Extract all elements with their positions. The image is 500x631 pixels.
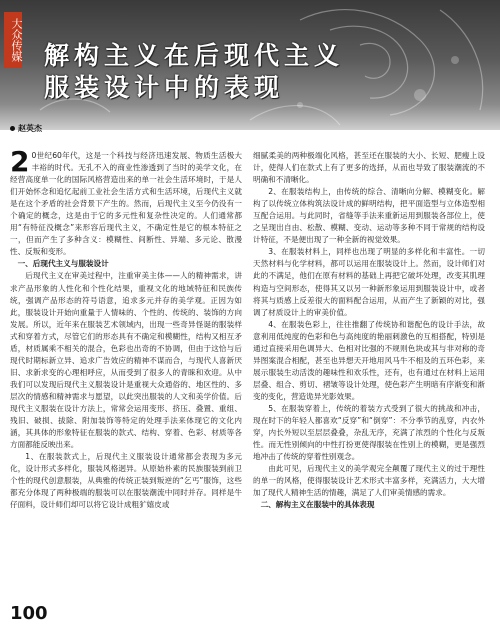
paragraph-text: 后现代主义在审美过程中，注重审美主体——人的精神需求，讲求产品形象的人性化和个性化结果，重视文化的地域特征和民族传统，强调产品形态的符号语意，追求多元并存的美学观。正因为如此，服装设计开始向重量于人情味的、个性的、传统的、装饰的方向发展。所以，近年来在服装艺术领域内，出现一些奇异怪诞的服装样式和穿着方式，尽管它们的形态具有不确定和模糊性，结构又相互矛盾，材质属乘不相关的混合，色彩也出奇的不协调，但由于这恰与后现代时期标新立异、追求广告效应的精神不谋而合，与现代人喜新厌旧、求新求变的心理相呼应，从而受到了很多人的青睐和欢迎。从中我们可以发现后现代主义服装设计是重视大众通俗的、地区性的、多层次的情感和精神需求与愿望，以此突出服装的人文和美学价值。后现代主义服装在设计方法上，常常会运用变形、挤压、叠置、重组、残旧、破损、拔除、附加装饰等特定的处理手法来体现它的文化内涵，其具体的形象特征在服装的款式、结构、穿着、色彩、材质等各方面都能反映出来。 (10, 271, 242, 450)
author-byline (10, 123, 42, 134)
article-title-line2: 服装设计中的表现 (44, 73, 285, 102)
paragraph-text: 4、在服装色彩上，往往推翻了传统协和谐配色的设计手法，故意利用低纯度的色彩和色与高纯度的艳丽刺激色的互相搭配，特别是通过直接采用色调异大、色相对比强的不规则色块或其与非对称的奇异图案混合相配，甚至也异想天开地用风马牛不相及的五环色彩，来展示服装生动活泼的趣味性和欢乐性，还有，也有通过在材料上运用层叠、组合、剪切、褶皱等设计处理，使色彩产生明暗有序渐变和渐变的变化，营造诡异光影效果。 (253, 319, 485, 401)
paragraph (253, 186, 485, 246)
paragraph-text: 细腻柔美的两种极端化风格，甚至还在服装的大小、长短、肥瘦上设计，使得人们在款式上有了更多的选择，从而也导致了服装潮流的不明确和不清晰化。 (253, 151, 485, 185)
paragraph-text: 一、后现代主义与服装设计 (17, 259, 109, 269)
left-column (10, 145, 242, 511)
right-column (253, 150, 485, 511)
paragraph-text: 3、在服装材料上，同样也出现了明显的多样化和丰富性。一切天然材料与化学材料，都可以运用在服装设计上。然而，设计师们对此的不满足，他们在原有材料的基础上再把它破坏处理，改变其肌理构造与空间形态，使得其又以另一种新形象运用到服装设计中，或者将其与质感上反差很大的面料配合运用，从而产生了新颖的对比，强调了材质设计上的审美价值。 (253, 247, 485, 317)
paragraph (253, 246, 485, 318)
paragraph (253, 319, 485, 403)
paragraph-text: 2、在服装结构上，由传统的综合、清晰向分解、模糊变化。解构了以传统立体构筑法设计成的鲜明结构，把平面造型与立体造型相互配合运用。与此同时，省缝等手法来重新运用到服装各部位上，使之呈现出自由、松散、模糊、变动、运动等多种不同于常规的结构设计特征，不是便出现了一种全新的视觉效果。 (253, 187, 485, 245)
paragraph-text: 0世纪60年代，这是一个科技与经济迅速发展、物质生活极大丰裕的时代。无孔不入的商业性渗透到了当时的美学文化，在经营高度单一化的国际风格营造出来的单一社会生活环境时，于是人们开始怀念和追忆起前工业社会生活方式和生活环境，后现代主义就是在这个矛盾的社会背景下产生的。然而，后现代主义至今仍没有一个确定的概念，这是由于它的多元性和复杂性决定的。人们通常都用“有特征没概念”来形容后现代主义，不确定性是它的根本特征之一，但而产生了多种含义：模糊性、间断性、异端、多元论、散漫性、反叛和变形。 (10, 151, 242, 257)
section-heading (10, 258, 242, 270)
paragraph-text: 由此可见，后现代主义的美学观完全颠覆了现代主义的过于理性的单一的风格，使得服装设计艺术形式丰富多样，充满活力，大大增加了现代人精神生活的情趣，满足了人们审美情感的需求。 (253, 464, 485, 498)
paragraph-text: 二、解构主义在服装中的具体表现 (260, 500, 375, 510)
bullet-icon (10, 126, 15, 131)
page-number: 100 (10, 603, 48, 624)
paragraph-text: 1、在服装款式上，后现代主义服装设计通常都会表现为多元化，设计形式多样化，服装风格迥异。从原始朴素的民族服装到前卫个性的现代创意服装，从典雅的传统正装到叛逆的“乞丐”服饰，这些都充分体现了两种极端的服装可以在服装潮流中同时并存。同样是牛仔面料，设计师们却可以将它设计成粗犷嬉皮或 (10, 452, 242, 510)
paragraph (253, 150, 485, 186)
dropcap: 2 (10, 145, 30, 178)
author-name: 赵英杰 (18, 124, 42, 133)
article-header (0, 0, 500, 130)
paragraph (10, 270, 242, 451)
paragraph (10, 145, 242, 258)
section-tab: 大众传媒 (4, 12, 22, 68)
paragraph (253, 463, 485, 499)
paragraph (253, 403, 485, 463)
section-heading (253, 499, 485, 511)
paragraph-text: 5、在服装穿着上，传统的着装方式受到了很大的挑战和冲击，现在时下的年轻人都喜欢“反穿”和“倒穿”：不分季节的乱穿，内衣外穿，内长外短以至层层叠叠，杂乱无序，充满了浓烈的个性化与反叛性。而无性别倾向的中性打扮更使得服装在性别上的模糊，更是强烈地冲击了传统的穿着性别观念。 (253, 403, 485, 462)
article-title-line1: 解构主义在后现代主义 (44, 41, 345, 70)
paragraph (10, 451, 242, 511)
